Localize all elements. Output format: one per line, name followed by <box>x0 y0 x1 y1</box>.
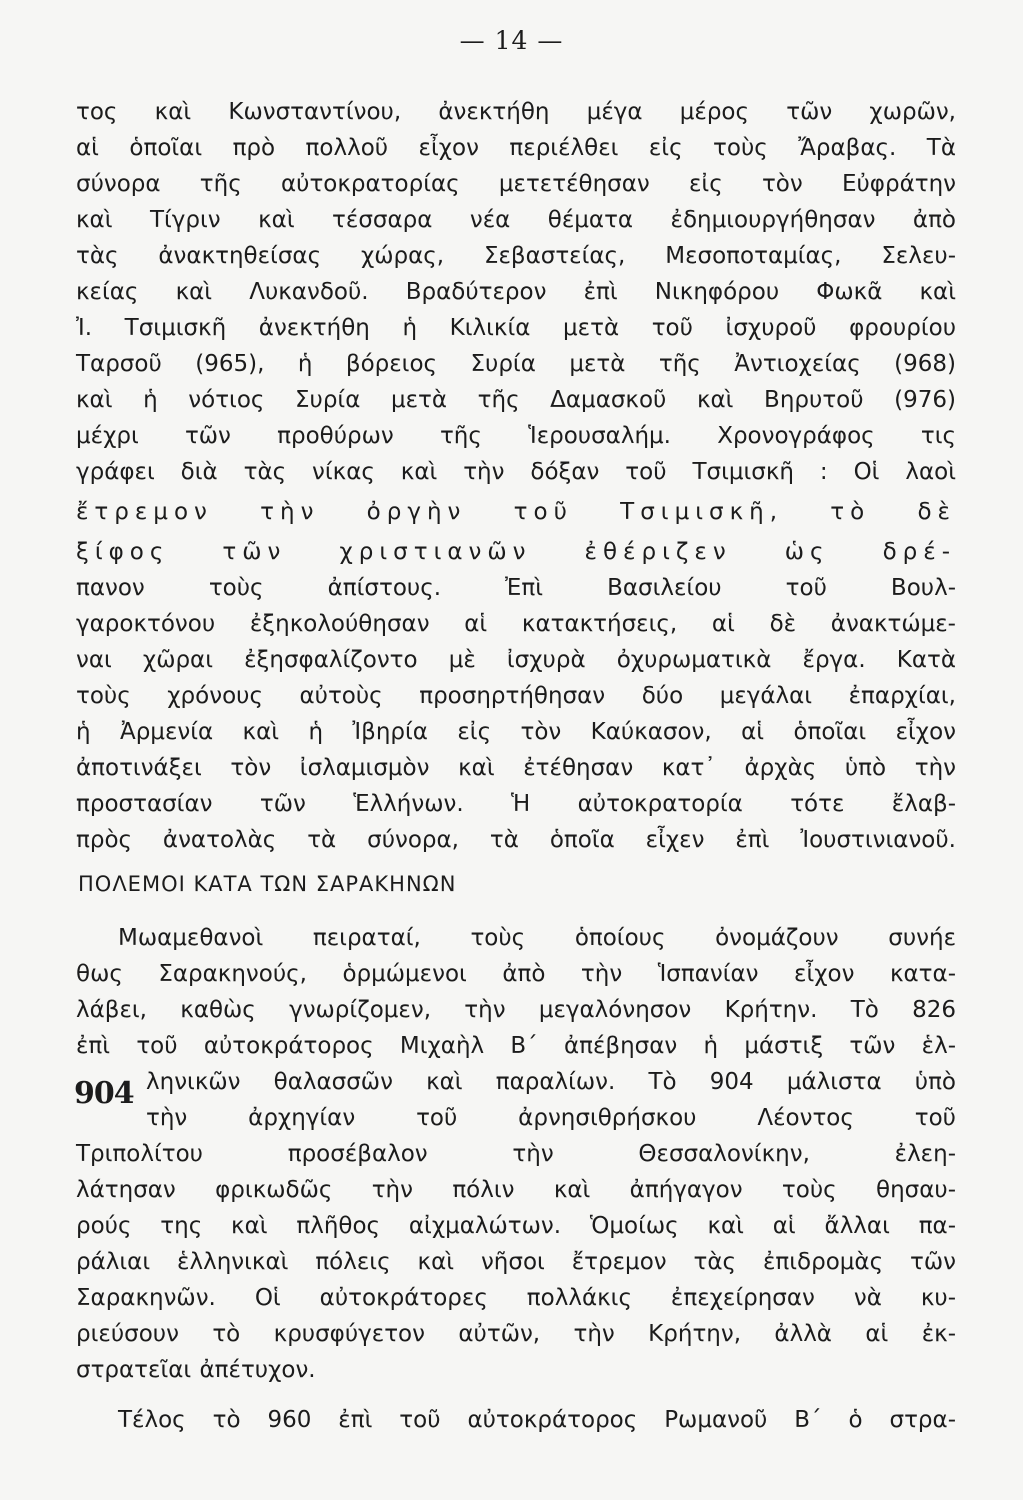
text-line: ἡ Ἀρμενία καὶ ἡ Ἰβηρία εἰς τὸν Καύκασον, αἱ ὁποῖαι εἶχον <box>76 719 956 745</box>
text-line: Τριπολίτου προσέβαλον τὴν Θεσσαλονίκην, ἐλεη- <box>76 1141 956 1167</box>
text-line: Ἰ. Τσιμισκῆ ἀνεκτήθη ἡ Κιλικία μετὰ τοῦ ἰσχυροῦ φρουρίου <box>76 315 956 341</box>
text-line: ληνικῶν θαλασσῶν καὶ παραλίων. Τὸ 904 μάλιστα ὑπὸ <box>146 1069 956 1095</box>
text-line: ναι χῶραι ἐξησφαλίζοντο μὲ ἰσχυρὰ ὀχυρωματικὰ ἔργα. Κατὰ <box>76 647 956 673</box>
text-line: πανον τοὺς ἀπίστους. Ἐπὶ Βασιλείου τοῦ Βουλ- <box>76 575 956 601</box>
text-line: μέχρι τῶν προθύρων τῆς Ἱερουσαλήμ. Χρονογράφος τις <box>76 423 956 449</box>
section-heading: ΠΟΛΕΜΟΙ ΚΑΤΑ ΤΩΝ ΣΑΡΑΚΗΝΩΝ <box>78 872 457 896</box>
text-line: λάτησαν φρικωδῶς τὴν πόλιν καὶ ἀπήγαγον τοὺς θησαυ- <box>76 1177 956 1203</box>
text-line: ράλιαι ἑλληνικαὶ πόλεις καὶ νῆσοι ἔτρεμον τὰς ἐπιδρομὰς τῶν <box>76 1249 956 1275</box>
quote-line: ξίφος τῶν χριστιανῶν ἐθέριζεν ὡς δρέ- <box>76 539 956 565</box>
text-line: σύνορα τῆς αὐτοκρατορίας μετετέθησαν εἰς τὸν Εὐφράτην <box>76 171 956 197</box>
quote-line: ἔτρεμον τὴν ὀργὴν τοῦ Τσιμισκῆ, τὸ δὲ <box>76 499 956 525</box>
text-line: λάβει, καθὼς γνωρίζομεν, τὴν μεγαλόνησον Κρήτην. Τὸ 826 <box>76 997 956 1023</box>
text-line: τοὺς χρόνους αὐτοὺς προσηρτήθησαν δύο μεγάλαι ἐπαρχίαι, <box>76 683 956 709</box>
text-line: πρὸς ἀνατολὰς τὰ σύνορα, τὰ ὁποῖα εἶχεν ἐπὶ Ἰουστινιανοῦ. <box>76 827 956 853</box>
text-line: γαροκτόνου ἐξηκολούθησαν αἱ κατακτήσεις, αἱ δὲ ἀνακτώμε- <box>76 611 956 637</box>
text-line: ἀποτινάξει τὸν ἰσλαμισμὸν καὶ ἐτέθησαν κατ᾽ ἀρχὰς ὑπὸ τὴν <box>76 755 956 781</box>
page-number: — 14 — <box>459 26 564 55</box>
text-line: καὶ Τίγριν καὶ τέσσαρα νέα θέματα ἐδημιουργήθησαν ἀπὸ <box>76 207 956 233</box>
text-line: αἱ ὁποῖαι πρὸ πολλοῦ εἶχον περιέλθει εἰς τοὺς Ἄραβας. Τὰ <box>76 135 956 161</box>
margin-year-note: 904 <box>74 1076 134 1111</box>
text-line: γράφει διὰ τὰς νίκας καὶ τὴν δόξαν τοῦ Τσιμισκῆ : Οἱ λαοὶ <box>76 459 956 485</box>
text-line: τος καὶ Κωνσταντίνου, ἀνεκτήθη μέγα μέρος τῶν χωρῶν, <box>76 99 956 125</box>
text-line: θως Σαρακηνούς, ὁρμώμενοι ἀπὸ τὴν Ἱσπανίαν εἶχον κατα- <box>76 961 956 987</box>
text-line: κείας καὶ Λυκανδοῦ. Βραδύτερον ἐπὶ Νικηφόρου Φωκᾶ καὶ <box>76 279 956 305</box>
text-line: στρατεῖαι ἀπέτυχον. <box>76 1357 316 1383</box>
text-line: προστασίαν τῶν Ἑλλήνων. Ἡ αὐτοκρατορία τότε ἔλαβ- <box>76 791 956 817</box>
text-line: τὴν ἀρχηγίαν τοῦ ἀρνησιθρήσκου Λέοντος τοῦ <box>146 1105 956 1131</box>
text-line: Σαρακηνῶν. Οἱ αὐτοκράτορες πολλάκις ἐπεχείρησαν νὰ κυ- <box>76 1285 956 1311</box>
text-line: ρούς της καὶ πλῆθος αἰχμαλώτων. Ὁμοίως καὶ αἱ ἄλλαι πα- <box>76 1213 956 1239</box>
text-line: καὶ ἡ νότιος Συρία μετὰ τῆς Δαμασκοῦ καὶ Βηρυτοῦ (976) <box>76 387 956 413</box>
text-line: τὰς ἀνακτηθείσας χώρας, Σεβαστείας, Μεσοποταμίας, Σελευ- <box>76 243 956 269</box>
text-line: Τέλος τὸ 960 ἐπὶ τοῦ αὐτοκράτορος Ρωμανοῦ Β´ ὁ στρα- <box>118 1407 956 1433</box>
text-line: Μωαμεθανοὶ πειραταί, τοὺς ὁποίους ὀνομάζουν συνήε <box>118 925 956 951</box>
text-line: ριεύσουν τὸ κρυσφύγετον αὐτῶν, τὴν Κρήτην, ἀλλὰ αἱ ἐκ- <box>76 1321 956 1347</box>
text-line: Ταρσοῦ (965), ἡ βόρειος Συρία μετὰ τῆς Ἀντιοχείας (968) <box>76 351 956 377</box>
text-line: ἐπὶ τοῦ αὐτοκράτορος Μιχαὴλ Β´ ἀπέβησαν ἡ μάστιξ τῶν ἑλ- <box>76 1033 956 1059</box>
